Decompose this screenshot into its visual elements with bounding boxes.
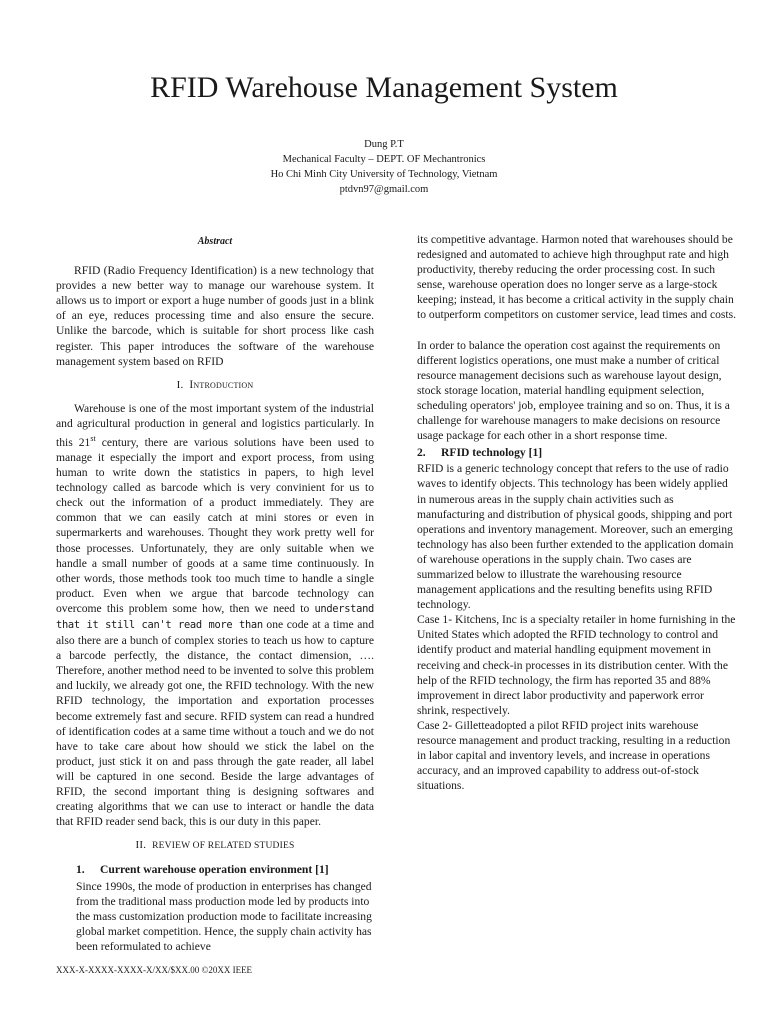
subsection-heading-rfid-technology [417, 445, 737, 460]
subsection-heading-warehouse-environment [56, 862, 374, 877]
intro-text-part-3: one code at a time and also there are a bunch of complex stories to teach us how to capture a barcode perfectly, the distance, the contact dimension, …. Therefore, another method need to be invented to solve this problem and luckily, we already got one, the RFID technology. With the new RFID technology, the importation and exportation processes become extremely fast and secure. RFID system can read a hundred of identification codes at a same time without a touch and we do not have to take care about how should we stick the label on the product, just stick it on and pass through the gate reader, all label will be captured in one second. Beside the large advantages of RFID, the second important thing is designing softwares and creating algorithms that we can use to interact or handle the data that RFID reader send back, this is our duty in this paper. [56, 618, 374, 829]
copyright-footer: XXX-X-XXXX-XXXX-X/XX/$XX.00 ©20XX IEEE [56, 965, 253, 975]
case-1-paragraph: Case 1- Kitchens, Inc is a specialty retailer in home furnishing in the United States which adopted the RFID technology to control and identify product and material handling equipment movement in receiving and check-in processes in its distribution center. With the help of the RFID technology, the firm has reported 35 and 88% improvement in direct labor productivity and paperwork error shrink, respectively. [417, 613, 736, 717]
subsection-number: 1. [76, 863, 85, 877]
intro-text-mono: understand that it still can't read more than [56, 602, 374, 632]
right-column [417, 232, 737, 793]
section-title: Introduction [189, 378, 254, 391]
case-2-paragraph: Case 2- Gilletteadopted a pilot RFID project inits warehouse resource management and product tracking, resulting in a reduction in labor capital and inventory levels, and increase in operations accuracy, and an improved capability to address out-of-stock situations. [417, 718, 731, 793]
paper-title: RFID Warehouse Management System [150, 71, 618, 104]
subsection-title: RFID technology [1] [441, 446, 543, 460]
author-name: Dung P.T [364, 139, 404, 150]
author-affiliation-university: Ho Chi Minh City University of Technology, Vietnam [270, 169, 498, 180]
warehouse-environment-paragraph-start: Since 1990s, the mode of production in enterprises has changed from the traditional mass production mode led by products into the mass customization production mode to facilitate increasing global market competition. Hence, the supply chain activity has been reformulated to achieve [76, 879, 372, 953]
introduction-paragraph [56, 401, 374, 829]
warehouse-environment-paragraph-cont: its competitive advantage. Harmon noted that warehouses should be redesigned and automated to achieve high throughput rate and high productivity, thereby reducing the order processing cost. In such sense, warehouse operation does no longer serve as a large-stock keeping; instead, it has become a critical activity in the supply chain to outperform competitors on customer service, lead times and costs. [417, 233, 737, 322]
subsection-title: Current warehouse operation environment [1] [100, 863, 329, 877]
intro-superscript: st [90, 434, 96, 444]
section-number: I. [176, 378, 184, 391]
section-number: II. [135, 839, 147, 852]
intro-text-part-1: Warehouse is one of the most important system of the industrial and agricultural production in general and logistics particularly. In this 21 [56, 401, 374, 449]
section-title: REVIEW OF RELATED STUDIES [152, 841, 295, 852]
author-block [0, 137, 768, 197]
abstract-heading: Abstract [197, 236, 233, 247]
section-heading-related-studies [56, 838, 374, 854]
left-column [56, 232, 374, 954]
intro-text-part-2: century, there are various solutions have been used to manage it especially the import and export process, from using human to write down the statistics in papers, to high level technology called as barcode which is very convinient for us to check out the information of a product immediately. They are common that we can easily catch at mini stores or even in supermarkerts and warehouses. Thought they work pretty well for those processes. Unfortunately, they are only suitable when we handle a small number of goods at a same time continuously. In other words, those methods took too much time to handle a single product. Even when we argue that barcode technology can overcome this problem some how, then we need to [56, 435, 374, 615]
abstract-text: RFID (Radio Frequency Identification) is a new technology that provides a new better way to manage our warehouse system. It allows us to import or export a huge number of goods just in a blink of an eye, reduces processing time and also ensure the secure. Unlike the barcode, which is suitable for short process like cash register. This paper introduces the software of the warehouse management system based on RFID [56, 264, 374, 368]
warehouse-environment-paragraph-2: In order to balance the operation cost against the requirements on different logistics operations, one must make a number of critical resource management decisions such as warehouse layout design, stock storage location, material handling equipment selection, scheduling operators' job, employee training and so on. Thus, it is a challenge for warehouse managers to make decisions on resource usage package for each other in a short response time. [417, 338, 730, 443]
author-email: ptdvn97@gmail.com [339, 184, 429, 195]
subsection-number: 2. [417, 446, 426, 460]
author-affiliation-faculty: Mechanical Faculty – DEPT. OF Mechantronics [282, 154, 486, 165]
rfid-technology-paragraph: RFID is a generic technology concept that refers to the use of radio waves to identify objects. This technology has been widely applied in numerous areas in the supply chain activities such as manufacturing and distribution of physical goods, shipping and port operations and inventory management. Moreover, such an emerging technology has also been further extended to the application domain of warehouse operations in the supply chain. Two cases are summarized below to illustrate the warehousing resource management applications and the resulting benefits using RFID technology. [417, 462, 734, 612]
section-heading-introduction [56, 378, 374, 393]
